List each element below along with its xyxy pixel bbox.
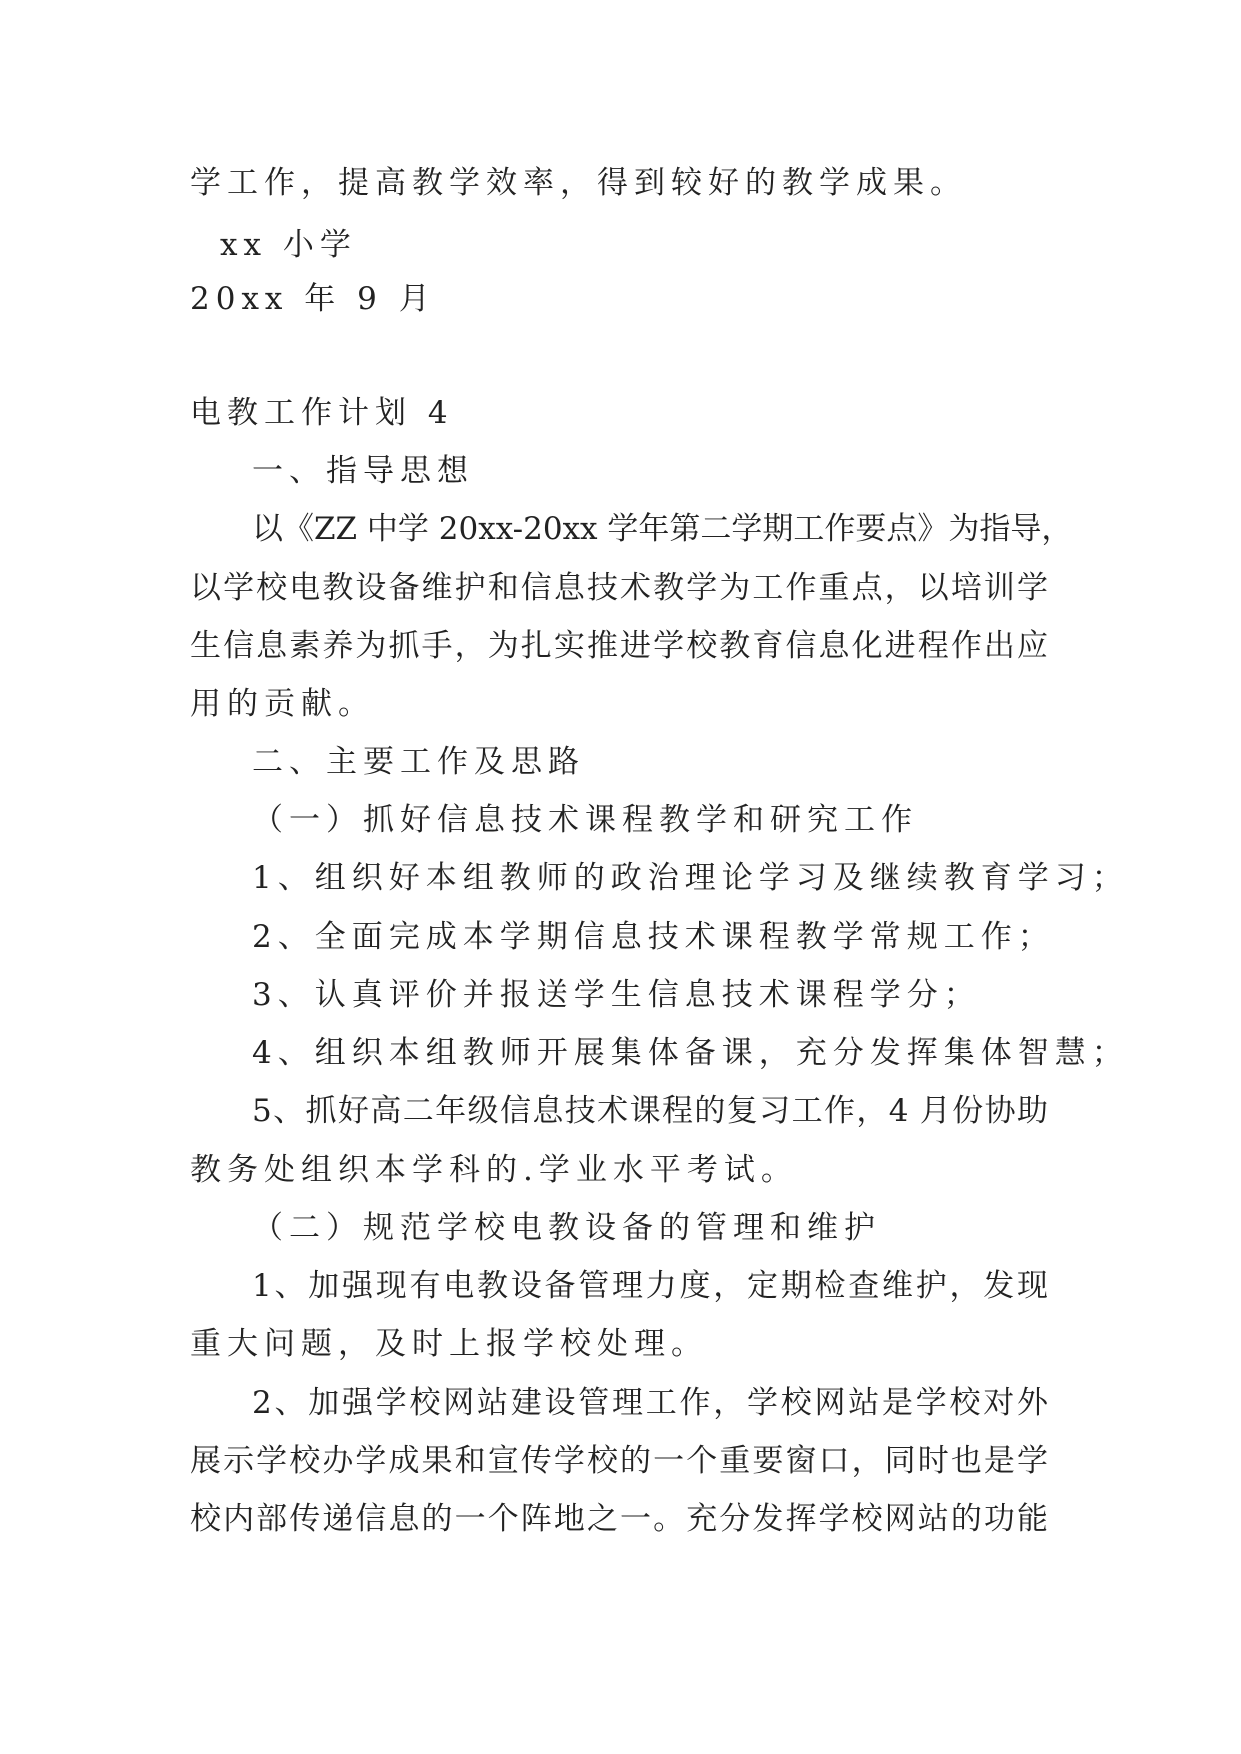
subheading-equipment: （二）规范学校电教设备的管理和维护	[252, 1210, 881, 1246]
heading-main-work: 二、主要工作及思路	[252, 744, 585, 780]
text-line: 校内部传递信息的一个阵地之一。充分发挥学校网站的功能	[190, 1501, 1048, 1537]
section-title: 电教工作计划 4	[190, 395, 454, 431]
list-item: 1、加强现有电教设备管理力度，定期检查维护，发现	[252, 1268, 1048, 1304]
text-line: 教务处组织本学科的.学业水平考试。	[190, 1152, 798, 1188]
text-line: 以《ZZ 中学 20xx-20xx 学年第二学期工作要点》为指导，	[252, 511, 1073, 547]
heading-guiding-ideology: 一、指导思想	[252, 453, 474, 489]
school-signature: xx 小学	[220, 227, 357, 263]
list-item: 1、组织好本组教师的政治理论学习及继续教育学习；	[252, 860, 1129, 896]
text-line: 用的贡献。	[190, 686, 375, 722]
text-line: 展示学校办学成果和宣传学校的一个重要窗口，同时也是学	[190, 1443, 1048, 1479]
list-item: 2、全面完成本学期信息技术课程教学常规工作；	[252, 919, 1055, 955]
list-item: 5、抓好高二年级信息技术课程的复习工作，4 月份协助	[252, 1093, 1048, 1129]
text-line: 学工作，提高教学效率，得到较好的教学成果。	[190, 165, 967, 201]
date-signature: 20xx 年 9 月	[190, 281, 436, 317]
list-item: 2、加强学校网站建设管理工作，学校网站是学校对外	[252, 1385, 1048, 1421]
list-item: 4、组织本组教师开展集体备课，充分发挥集体智慧；	[252, 1035, 1129, 1071]
text-line: 重大问题，及时上报学校处理。	[190, 1326, 708, 1362]
text-line: 以学校电教设备维护和信息技术教学为工作重点，以培训学	[190, 570, 1048, 606]
list-item: 3、认真评价并报送学生信息技术课程学分；	[252, 977, 981, 1013]
subheading-teaching: （一）抓好信息技术课程教学和研究工作	[252, 802, 918, 838]
text-line: 生信息素养为抓手，为扎实推进学校教育信息化进程作出应	[190, 628, 1048, 664]
